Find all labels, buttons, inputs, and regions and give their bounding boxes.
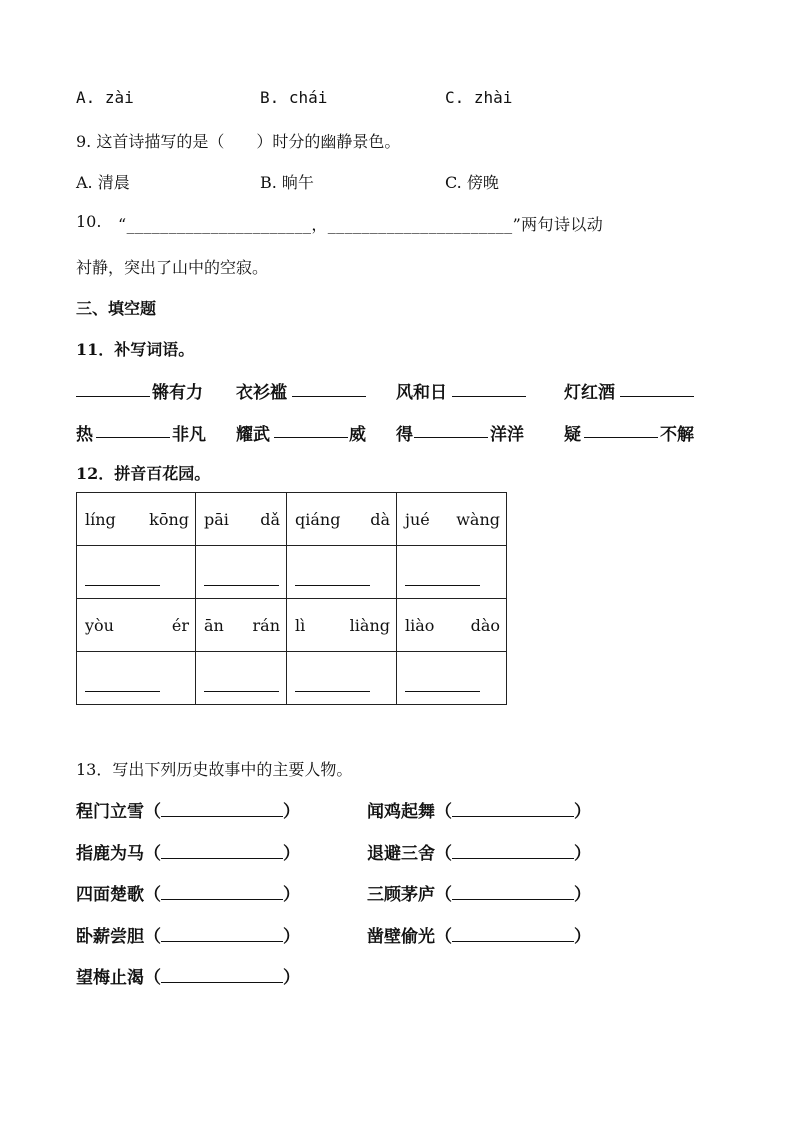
q11-blank-7[interactable] xyxy=(414,437,488,438)
q13-item xyxy=(76,839,300,864)
q11-word-5a: 热 xyxy=(76,425,93,445)
pinyin-syllable: wàng xyxy=(456,509,500,529)
q13-item xyxy=(76,963,300,988)
q11-word-3: 风和日 xyxy=(396,383,447,403)
answer-blank[interactable] xyxy=(405,679,480,692)
q13-open-paren: （ xyxy=(144,968,161,988)
answer-cell[interactable] xyxy=(397,652,507,705)
answer-blank[interactable] xyxy=(204,573,279,586)
q13-item xyxy=(367,797,591,822)
q13-answer-blank[interactable] xyxy=(161,842,283,859)
q13-close-paren: ） xyxy=(574,802,591,822)
q9-stem: 9. 这首诗描写的是（ ）时分的幽静景色。 xyxy=(76,132,401,151)
q13-idiom: 望梅止渴 xyxy=(76,968,144,988)
q11-word-4: 灯红酒 xyxy=(564,383,615,403)
q8-option-c: C. zhài xyxy=(445,88,513,107)
q11-word-7a: 得 xyxy=(396,425,413,445)
q13-idiom: 四面楚歌 xyxy=(76,885,144,905)
q11-blank-2[interactable] xyxy=(292,396,366,397)
pinyin-cell xyxy=(77,493,196,546)
q13-idiom: 程门立雪 xyxy=(76,802,144,822)
answer-blank[interactable] xyxy=(85,573,160,586)
pinyin-syllable: ān xyxy=(204,615,224,635)
pinyin-syllable: liào xyxy=(405,615,435,635)
pinyin-cell xyxy=(196,493,287,546)
q13-close-paren: ） xyxy=(283,802,300,822)
q11-title: 11．补写词语。 xyxy=(76,340,195,359)
q11-blank-6[interactable] xyxy=(274,437,348,438)
pinyin-syllable: kōng xyxy=(149,509,189,529)
q13-answer-blank[interactable] xyxy=(161,966,283,983)
q13-answer-blank[interactable] xyxy=(161,883,283,900)
q13-close-paren: ） xyxy=(283,968,300,988)
answer-blank[interactable] xyxy=(295,679,370,692)
q13-answer-blank[interactable] xyxy=(161,800,283,817)
q13-item xyxy=(76,797,300,822)
q11-blank-8[interactable] xyxy=(584,437,658,438)
answer-blank[interactable] xyxy=(85,679,160,692)
q10-number: 10. xyxy=(76,212,102,231)
pinyin-table xyxy=(76,492,507,705)
q13-open-paren: （ xyxy=(435,927,452,947)
answer-cell[interactable] xyxy=(196,546,287,599)
pinyin-syllable: yòu xyxy=(85,615,114,635)
q13-open-paren: （ xyxy=(435,844,452,864)
q13-open-paren: （ xyxy=(144,885,161,905)
section-title: 三、填空题 xyxy=(76,299,157,318)
pinyin-syllable: líng xyxy=(85,509,116,529)
q11-word-5b: 非凡 xyxy=(172,425,206,445)
pinyin-cell xyxy=(397,599,507,652)
pinyin-syllable: pāi xyxy=(204,509,229,529)
q11-blank-1[interactable] xyxy=(76,396,150,397)
q11-blank-4[interactable] xyxy=(620,396,694,397)
answer-blank[interactable] xyxy=(204,679,279,692)
pinyin-syllable: ér xyxy=(171,615,189,635)
q13-idiom: 闻鸡起舞 xyxy=(367,802,435,822)
q13-title: 13．写出下列历史故事中的主要人物。 xyxy=(76,760,353,779)
q13-open-paren: （ xyxy=(435,802,452,822)
q10-line1: “______________________，______________________”两句诗以动 xyxy=(118,215,604,234)
q13-close-paren: ） xyxy=(574,927,591,947)
answer-blank[interactable] xyxy=(295,573,370,586)
q11-word-8b: 不解 xyxy=(660,425,694,445)
q11-word-1: 锵有力 xyxy=(152,383,203,403)
q13-close-paren: ） xyxy=(574,844,591,864)
q9-option-a: A. 清晨 xyxy=(76,173,130,192)
q13-item xyxy=(76,880,300,905)
pinyin-syllable: lì xyxy=(295,615,306,635)
q11-blank-3[interactable] xyxy=(452,396,526,397)
q13-open-paren: （ xyxy=(144,802,161,822)
q13-idiom: 退避三舍 xyxy=(367,844,435,864)
q11-word-6b: 威 xyxy=(349,425,366,445)
q11-word-2: 衣衫褴 xyxy=(236,383,287,403)
q11-word-6a: 耀武 xyxy=(236,425,270,445)
pinyin-cell xyxy=(77,599,196,652)
answer-cell[interactable] xyxy=(196,652,287,705)
q13-close-paren: ） xyxy=(283,885,300,905)
q13-answer-blank[interactable] xyxy=(452,925,574,942)
q13-item xyxy=(367,922,591,947)
answer-cell[interactable] xyxy=(287,652,397,705)
q13-open-paren: （ xyxy=(435,885,452,905)
q13-open-paren: （ xyxy=(144,927,161,947)
q13-answer-blank[interactable] xyxy=(452,883,574,900)
pinyin-syllable: dào xyxy=(470,615,500,635)
pinyin-syllable: qiáng xyxy=(295,509,341,529)
q13-answer-blank[interactable] xyxy=(161,925,283,942)
pinyin-syllable: liàng xyxy=(349,615,390,635)
q13-open-paren: （ xyxy=(144,844,161,864)
pinyin-syllable: dà xyxy=(370,509,390,529)
answer-cell[interactable] xyxy=(77,546,196,599)
pinyin-syllable: jué xyxy=(405,509,430,529)
answer-cell[interactable] xyxy=(77,652,196,705)
q13-close-paren: ） xyxy=(283,927,300,947)
q11-word-8a: 疑 xyxy=(564,425,581,445)
answer-cell[interactable] xyxy=(287,546,397,599)
q9-option-b: B. 晌午 xyxy=(260,173,314,192)
q13-close-paren: ） xyxy=(283,844,300,864)
answer-blank[interactable] xyxy=(405,573,480,586)
pinyin-cell xyxy=(287,493,397,546)
q10-line2: 衬静，突出了山中的空寂。 xyxy=(76,258,269,277)
q13-idiom: 卧薪尝胆 xyxy=(76,927,144,947)
q11-word-7b: 洋洋 xyxy=(490,425,524,445)
q13-idiom: 指鹿为马 xyxy=(76,844,144,864)
q13-idiom: 凿壁偷光 xyxy=(367,927,435,947)
pinyin-cell xyxy=(196,599,287,652)
q13-answer-blank[interactable] xyxy=(452,800,574,817)
pinyin-syllable: dǎ xyxy=(260,509,280,529)
q8-option-b: B. chái xyxy=(260,88,328,107)
q9-option-c: C. 傍晚 xyxy=(445,173,499,192)
pinyin-cell xyxy=(287,599,397,652)
pinyin-syllable: rán xyxy=(252,615,280,635)
q13-answer-blank[interactable] xyxy=(452,842,574,859)
q13-close-paren: ） xyxy=(574,885,591,905)
q13-item xyxy=(367,880,591,905)
q8-option-a: A. zài xyxy=(76,88,134,107)
q11-blank-5[interactable] xyxy=(96,437,170,438)
q13-item xyxy=(367,839,591,864)
q13-idiom: 三顾茅庐 xyxy=(367,885,435,905)
q13-item xyxy=(76,922,300,947)
answer-cell[interactable] xyxy=(397,546,507,599)
pinyin-cell xyxy=(397,493,507,546)
q12-title: 12．拼音百花园。 xyxy=(76,464,211,483)
